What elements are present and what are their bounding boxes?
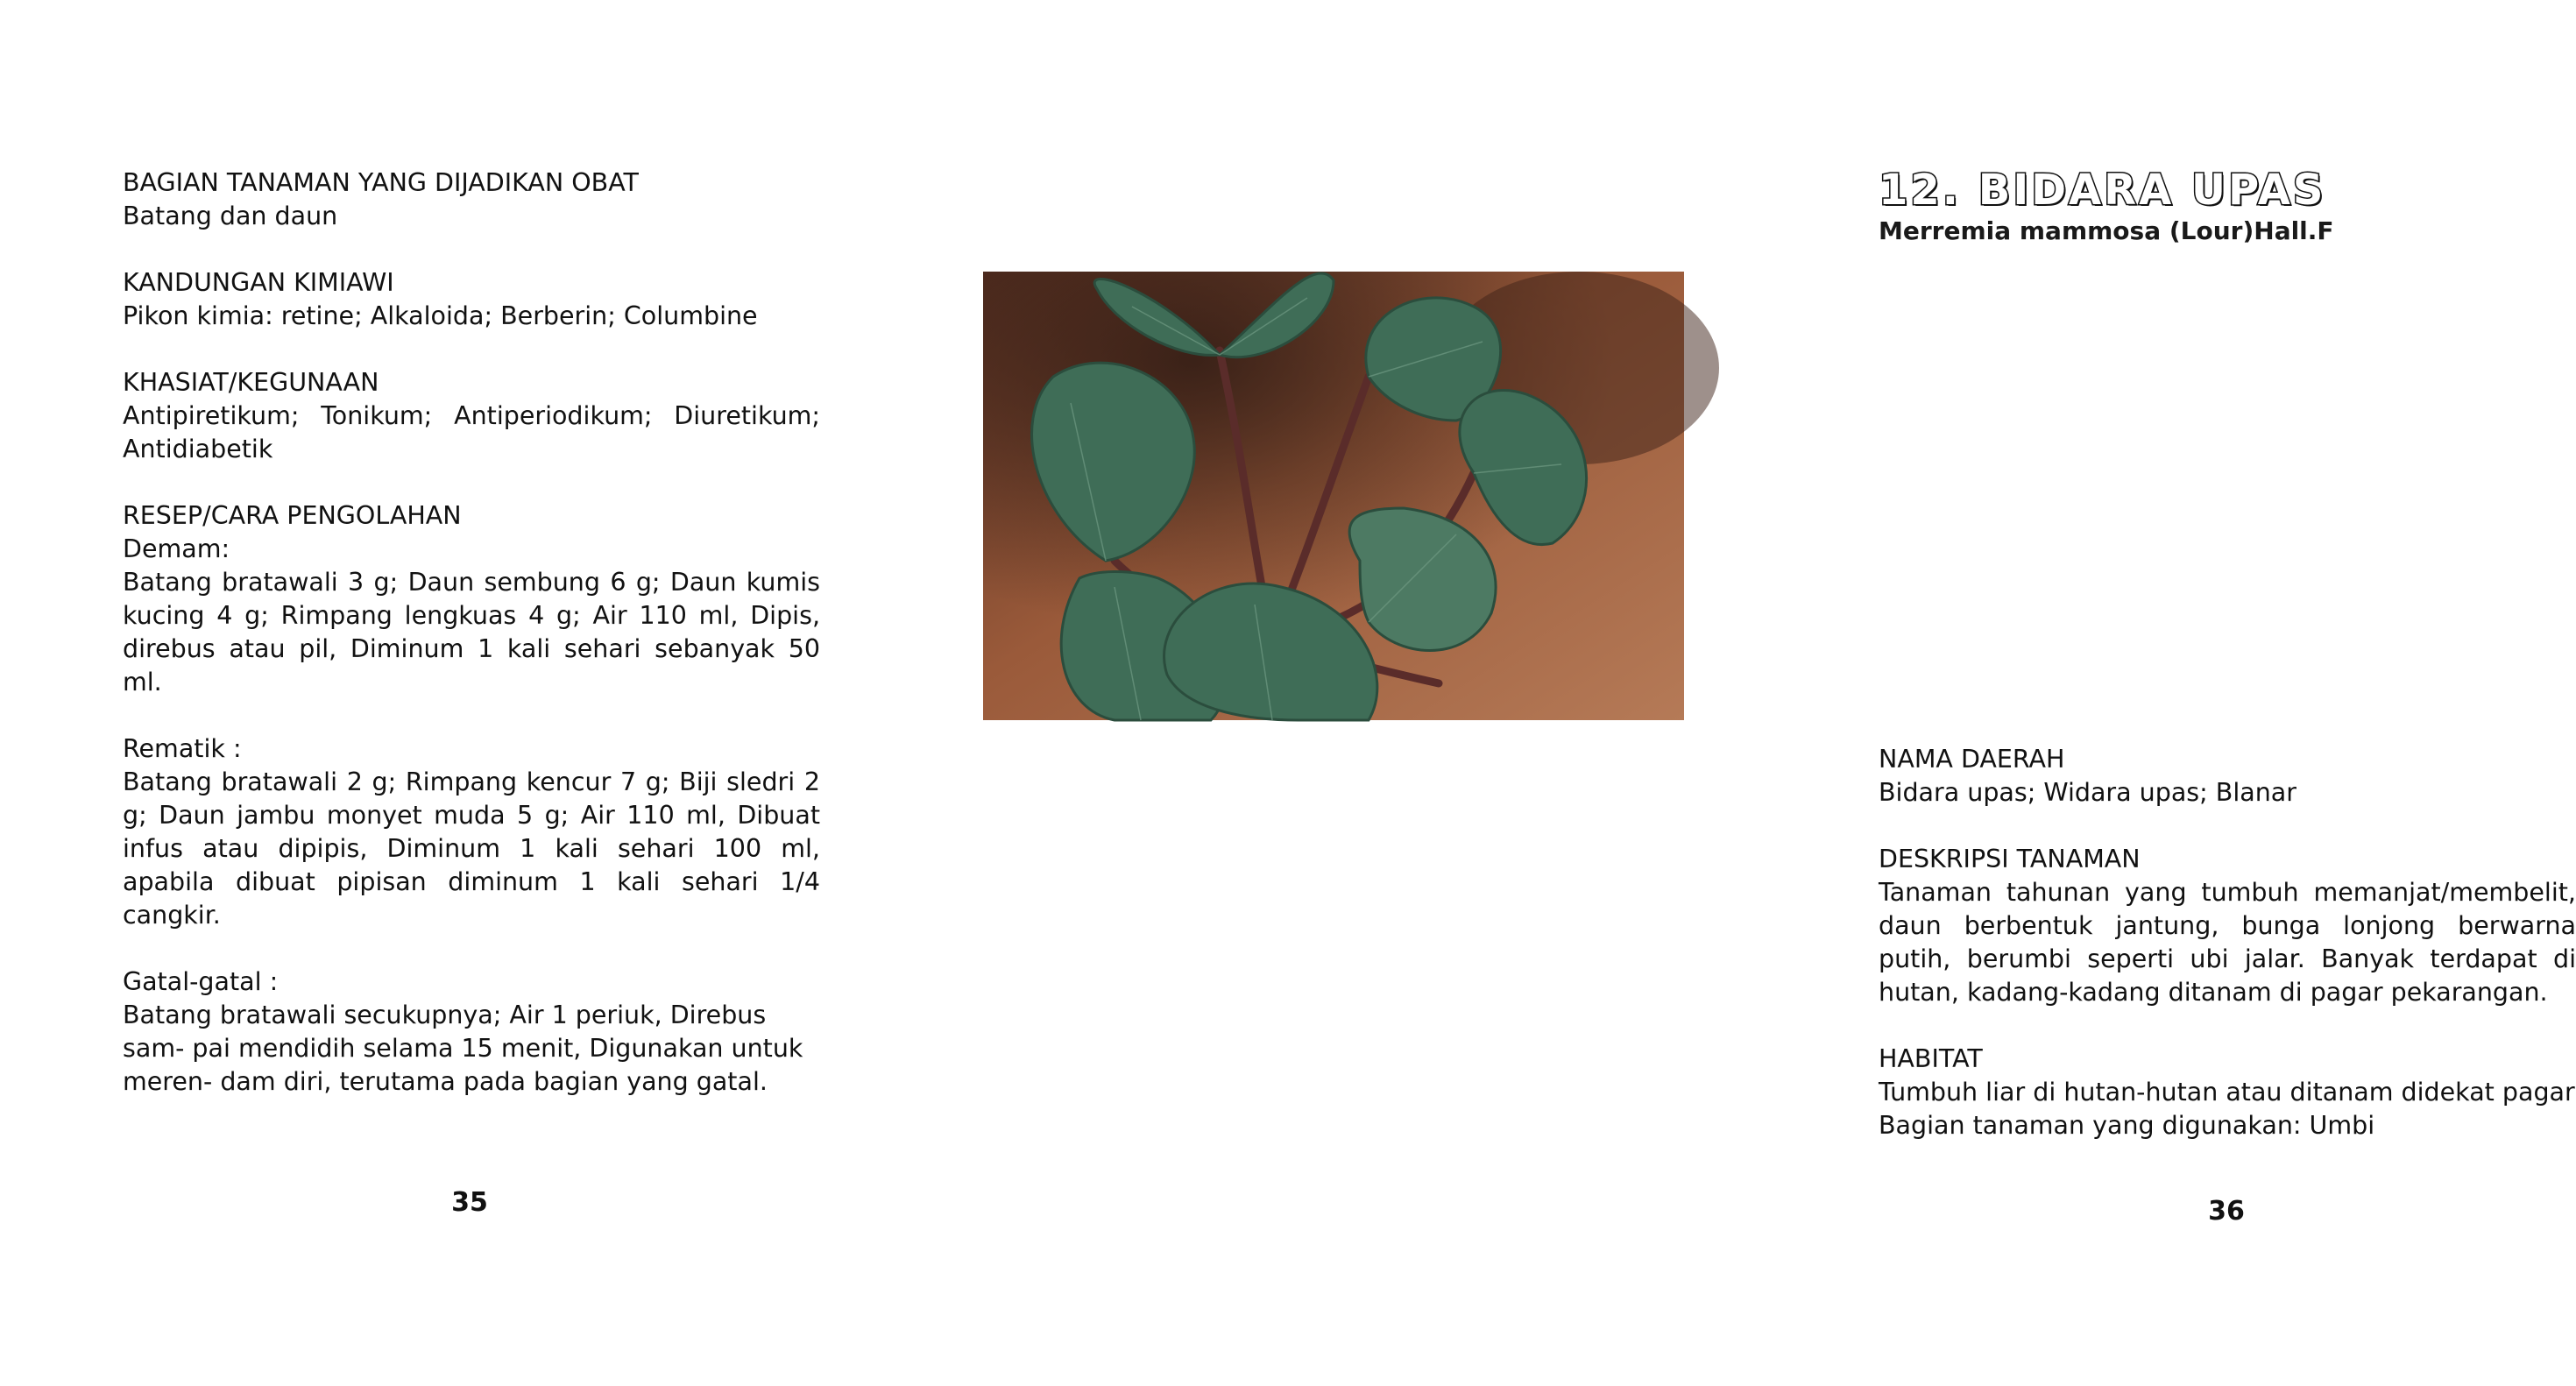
- section-heading: HABITAT: [1879, 1044, 1983, 1073]
- page-number-right: 36: [2208, 1196, 2245, 1227]
- section-bagian-tanaman: [123, 166, 820, 233]
- plant-photo-icon: [983, 272, 1684, 720]
- latin-name: Merremia mammosa (Lour)Hall.F: [1879, 216, 2334, 245]
- left-column: [123, 166, 820, 1132]
- section-rematik: [123, 732, 820, 932]
- recipe-text-demam: Batang bratawali 3 g; Daun sembung 6 g; Daun kumis kucing 4 g; Rimpang lengkuas 4 g; Air 110 ml, Dipis, direbus atau pil, Diminum 1 kali sehari sebanyak 50 ml.: [123, 568, 820, 697]
- section-text: Pikon kimia: retine; Alkaloida; Berberin; Columbine: [123, 301, 758, 330]
- recipe-text-gatal: Batang bratawali secukupnya; Air 1 periuk, Direbus sam- pai mendidih selama 15 menit, Digunakan untuk meren- dam diri, terutama pada bagian yang gatal.: [123, 1001, 803, 1096]
- plant-photo: [983, 272, 1684, 720]
- section-heading: NAMA DAERAH: [1879, 745, 2065, 774]
- habitat-line: Bagian tanaman yang digunakan: Umbi: [1879, 1111, 2375, 1140]
- section-heading: KHASIAT/KEGUNAAN: [123, 368, 379, 397]
- section-heading: DESKRIPSI TANAMAN: [1879, 845, 2141, 873]
- recipe-label-demam: Demam:: [123, 534, 230, 563]
- section-heading: KANDUNGAN KIMIAWI: [123, 268, 394, 297]
- section-habitat: [1879, 1043, 2576, 1142]
- section-text: Tanaman tahunan yang tumbuh memanjat/membelit, daun berbentuk jantung, bunga lonjong berwarna putih, berumbi seperti ubi jalar. Banyak terdapat di hutan, kadang-kadang ditanam di pagar pekarangan.: [1879, 878, 2576, 1007]
- section-nama-daerah: [1879, 743, 2576, 810]
- right-column-top: [1879, 166, 2576, 273]
- section-deskripsi: [1879, 843, 2576, 1009]
- section-heading: BAGIAN TANAMAN YANG DIJADIKAN OBAT: [123, 168, 639, 197]
- page-number-left: 35: [451, 1187, 488, 1218]
- recipe-label-gatal: Gatal-gatal :: [123, 967, 279, 996]
- section-gatal: [123, 965, 820, 1099]
- section-resep: [123, 499, 820, 699]
- left-page: [0, 0, 897, 1386]
- recipe-text-rematik: Batang bratawali 2 g; Rimpang kencur 7 g; Biji sledri 2 g; Daun jambu monyet muda 5 g; Air 110 ml, Dibuat infus atau dipipis, Diminum 1 kali sehari 100 ml, apabila dibuat pipisan diminum 1 kali sehari 1/4 cangkir.: [123, 767, 820, 930]
- page-title: 12. BIDARA UPAS: [1879, 166, 2326, 215]
- section-heading: RESEP/CARA PENGOLAHAN: [123, 501, 462, 530]
- habitat-line: Tumbuh liar di hutan-hutan atau ditanam didekat pagar: [1879, 1078, 2575, 1107]
- section-text: Antipiretikum; Tonikum; Antiperiodikum; Diuretikum; Antidiabetik: [123, 401, 820, 463]
- section-text: Bidara upas; Widara upas; Blanar: [1879, 778, 2296, 807]
- section-text: Batang dan daun: [123, 202, 338, 230]
- right-column-body: [1879, 743, 2576, 1176]
- section-khasiat: [123, 366, 820, 466]
- section-kandungan-kimiawi: [123, 266, 820, 333]
- recipe-label-rematik: Rematik :: [123, 734, 242, 763]
